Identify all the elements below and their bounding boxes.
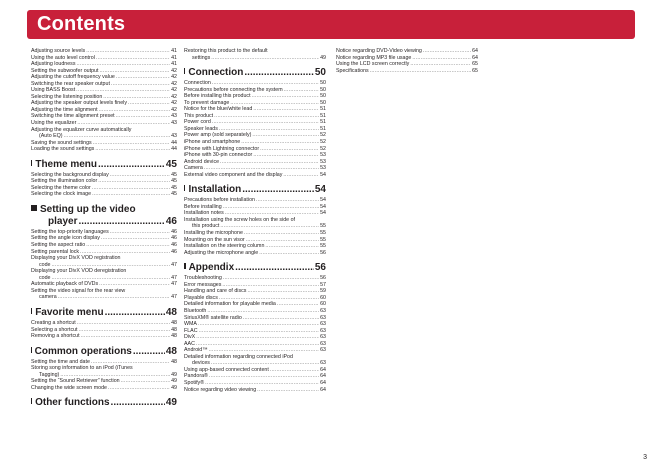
- toc-entry-page: 63: [320, 334, 326, 341]
- dot-leader: [108, 385, 170, 392]
- toc-entry-page: 42: [171, 106, 177, 113]
- section-title: player: [48, 215, 78, 227]
- toc-entry[interactable]: [184, 172, 326, 179]
- dot-leader: [105, 307, 165, 319]
- toc-entry[interactable]: [31, 385, 177, 392]
- toc-entry-label: Tagging): [39, 371, 60, 378]
- toc-entry-page: 45: [171, 171, 177, 178]
- toc-entry-label: this product: [192, 223, 220, 230]
- toc-entry-page: 42: [171, 93, 177, 100]
- toc-entry-page: 48: [171, 333, 177, 340]
- toc-entry-label: Installation using the screw holes on the side of: [184, 216, 296, 223]
- toc-entry-page: 51: [320, 119, 326, 126]
- toc-entry-label: Using app-based connected content: [184, 366, 269, 373]
- dot-leader: [95, 146, 170, 153]
- toc-entry-page: 49: [171, 371, 177, 378]
- toc-entry-label: Connection: [184, 80, 211, 87]
- toc-entry-label: Spotify®: [184, 379, 205, 386]
- toc-entry-label: devices: [192, 360, 210, 367]
- toc-entry-page: 50: [320, 93, 326, 100]
- toc-entry-label: DivX: [184, 334, 196, 341]
- toc-entry-label: Adjusting the cutoff frequency value: [31, 74, 115, 81]
- toc-entry-label: Setting the subwoofer output: [31, 67, 99, 74]
- toc-entry[interactable]: [31, 333, 177, 340]
- toc-entry-label: Setting parental lock: [31, 248, 79, 255]
- toc-entry-label: Bluetooth: [184, 307, 207, 314]
- page-number: 3: [643, 454, 647, 461]
- toc-entry-label: To prevent damage: [184, 99, 230, 106]
- dot-leader: [98, 159, 165, 171]
- toc-entry-label: iPhone and smartphone: [184, 139, 241, 146]
- toc-entry-page: 54: [320, 171, 326, 178]
- toc-entry-label: SiriusXM® satellite radio: [184, 314, 242, 321]
- toc-entry-page: 45: [171, 191, 177, 198]
- toc-entry-page: 55: [320, 243, 326, 250]
- toc-entry-label: Restoring this product to the default: [184, 48, 268, 54]
- toc-entry-label: code: [39, 261, 51, 268]
- toc-column-2: [184, 48, 326, 393]
- toc-entry-page: 44: [171, 139, 177, 146]
- section-page: 49: [165, 397, 177, 409]
- toc-entry-label: Saving the sound settings: [31, 139, 92, 146]
- toc-entry-label: Displaying your DivX VOD registration: [31, 255, 121, 262]
- section-title: Common operations: [34, 345, 132, 357]
- toc-entry-page: 54: [320, 210, 326, 217]
- toc-entry-label: Displaying your DivX VOD deregistration: [31, 268, 127, 275]
- toc-entry-page: 47: [171, 274, 177, 281]
- toc-entry-page: 51: [320, 125, 326, 132]
- toc-entry-label: Selecting a shortcut: [31, 326, 78, 333]
- toc-column-3: [336, 48, 478, 74]
- toc-entry-page: 42: [171, 67, 177, 74]
- dot-leader: [235, 262, 314, 274]
- toc-entry-label: (Auto EQ): [39, 133, 63, 140]
- square-bullet-icon: [31, 347, 32, 353]
- toc-entry-label: Setting the time and date: [31, 358, 90, 365]
- square-bullet-icon: [184, 263, 186, 269]
- toc-entry-label: Specifications: [336, 67, 369, 74]
- toc-entry-page: 57: [320, 281, 326, 288]
- toc-entry-label: Creating a shortcut: [31, 319, 76, 326]
- toc-entry-label: Speaker leads: [184, 125, 218, 132]
- toc-entry-page: 64: [320, 373, 326, 380]
- toc-entry-page: 53: [320, 152, 326, 159]
- toc-entry-page: 51: [320, 112, 326, 119]
- toc-entry-page: 65: [472, 61, 478, 68]
- toc-entry-page: 41: [171, 48, 177, 54]
- toc-entry-page: 47: [171, 261, 177, 268]
- toc-entry-label: Using the auto level control: [31, 54, 95, 61]
- toc-entry-page: 64: [320, 379, 326, 386]
- toc-entry-label: Android device: [184, 158, 220, 165]
- toc-entry-label: Using the equalizer: [31, 120, 77, 127]
- toc-entry-page: 64: [472, 48, 478, 54]
- toc-column-1: [31, 48, 177, 410]
- toc-entry-label: Switching the time alignment preset: [31, 113, 115, 120]
- toc-entry-label: Playable discs: [184, 294, 218, 301]
- section-heading[interactable]: [31, 159, 177, 171]
- toc-entry-label: FLAC: [184, 327, 198, 334]
- toc-entry-page: 49: [171, 378, 177, 385]
- toc-entry-label: settings: [192, 54, 211, 61]
- toc-entry-page: 42: [171, 87, 177, 94]
- toc-entry-page: 64: [472, 54, 478, 61]
- toc-entry-page: 64: [320, 386, 326, 393]
- toc-entry-page: 50: [320, 99, 326, 106]
- dot-leader: [58, 294, 170, 301]
- toc-entry-page: 43: [171, 120, 177, 127]
- section-page: 46: [165, 215, 177, 227]
- section-page: 50: [314, 67, 326, 79]
- toc-entry-page: 53: [320, 158, 326, 165]
- toc-entry-page: 50: [320, 80, 326, 87]
- section-page: 48: [165, 306, 177, 318]
- section-heading[interactable]: [184, 67, 326, 79]
- toc-entry-label: Notice regarding video viewing: [184, 386, 257, 393]
- toc-entry-label: Notice regarding MP3 file usage: [336, 54, 412, 61]
- toc-entry-label: Installation on the steering column: [184, 243, 265, 250]
- section-heading[interactable]: [31, 307, 177, 319]
- square-bullet-icon: [31, 398, 32, 404]
- toc-entry-page: 43: [171, 113, 177, 120]
- toc-entry-label: Pandora®: [184, 373, 208, 380]
- section-page: 45: [165, 158, 177, 170]
- toc-entry-page: 42: [171, 100, 177, 107]
- section-title: Other functions: [35, 397, 110, 409]
- toc-entry[interactable]: [184, 387, 326, 394]
- toc-entry-label: Precautions before connecting the system: [184, 86, 283, 93]
- toc-entry-label: Power amp (sold separately): [184, 132, 252, 139]
- toc-entry-page: 65: [472, 67, 478, 74]
- dot-leader: [257, 387, 319, 394]
- toc-entry-label: Power cord: [184, 119, 211, 126]
- dot-leader: [211, 55, 319, 62]
- toc-entry-page: 44: [171, 146, 177, 153]
- toc-entry-label: Mounting on the sun visor: [184, 236, 245, 243]
- section-heading[interactable]: [184, 262, 326, 274]
- toc-entry-label: Changing the wide screen mode: [31, 384, 107, 391]
- dot-leader: [133, 346, 165, 358]
- toc-entry-label: Using the LCD screen correctly: [336, 61, 410, 68]
- section-page: 54: [314, 184, 326, 196]
- toc-entry-label: Selecting the theme color: [31, 184, 91, 191]
- toc-entry[interactable]: [31, 294, 177, 301]
- page-title: Contents: [37, 13, 126, 35]
- toc-entry-label: Removing a shortcut: [31, 333, 80, 340]
- dot-leader: [78, 216, 164, 228]
- toc-entry-label: Notice for the blue/white lead: [184, 106, 253, 113]
- toc-entry-label: Setting the “Sound Retriever” function: [31, 378, 120, 385]
- toc-entry-page: 43: [171, 133, 177, 140]
- toc-entry-label: Camera: [184, 165, 203, 172]
- toc-entry-label: code: [39, 274, 51, 281]
- toc-entry-page: 52: [320, 145, 326, 152]
- toc-entry-label: Setting the video signal for the rear view: [31, 287, 126, 294]
- toc-entry-label: Adjusting the microphone angle: [184, 249, 259, 256]
- dot-leader: [370, 68, 471, 75]
- toc-entry-page: 42: [171, 80, 177, 87]
- toc-entry-page: 63: [320, 340, 326, 347]
- toc-entry-label: Selecting the clock image: [31, 191, 92, 198]
- toc-entry-page: 48: [171, 358, 177, 365]
- toc-entry-page: 56: [320, 275, 326, 282]
- toc-entry-label: Storing song information to an iPod (iTunes: [31, 365, 133, 372]
- toc-entry[interactable]: [31, 191, 177, 198]
- toc-entry-page: 64: [320, 366, 326, 373]
- dot-leader: [92, 191, 170, 198]
- toc-entry-page: 47: [171, 281, 177, 288]
- toc-entry-label: Switching the rear speaker output: [31, 80, 110, 87]
- toc-entry-label: Before installing: [184, 203, 222, 210]
- toc-entry-label: Error messages: [184, 281, 222, 288]
- dot-leader: [283, 172, 319, 179]
- toc-entry-label: Adjusting loudness: [31, 61, 76, 68]
- toc-entry-page: 41: [171, 54, 177, 61]
- toc-entry-page: 63: [320, 347, 326, 354]
- toc-entry-label: WMA: [184, 321, 197, 328]
- dot-leader: [244, 67, 313, 79]
- toc-entry-page: 55: [320, 230, 326, 237]
- toc-entry-label: This product: [184, 112, 214, 119]
- toc-entry-label: Loading the sound settings: [31, 146, 95, 153]
- toc-entry-label: Setting the illumination color: [31, 178, 98, 185]
- toc-entry-page: 54: [320, 203, 326, 210]
- toc-entry-label: Detailed information for playable media: [184, 301, 276, 308]
- toc-entry-page: 55: [320, 223, 326, 230]
- toc-entry-label: Installing the microphone: [184, 230, 243, 237]
- section-page: 48: [165, 345, 177, 357]
- toc-entry-label: AAC: [184, 340, 195, 347]
- toc-entry-page: 59: [320, 288, 326, 295]
- toc-entry-page: 63: [320, 327, 326, 334]
- toc-entry-page: 46: [171, 235, 177, 242]
- toc-entry-label: Adjusting the speaker output levels finely: [31, 100, 127, 107]
- toc-entry-page: 60: [320, 294, 326, 301]
- section-page: 56: [314, 262, 326, 274]
- toc-entry-page: 63: [320, 307, 326, 314]
- toc-entry-label: Detailed information regarding connected iPod: [184, 353, 293, 360]
- toc-entry-label: Using BASS Boost: [31, 87, 76, 94]
- toc-entry-label: Handling and care of discs: [184, 288, 247, 295]
- section-title-line1: Setting up the video: [40, 203, 136, 215]
- toc-entry[interactable]: [336, 68, 478, 75]
- toc-entry-page: 46: [171, 242, 177, 249]
- toc-entry-label: Automatic playback of DVDs: [31, 281, 99, 288]
- toc-entry-page: 42: [171, 74, 177, 81]
- toc-entry-page: 49: [320, 54, 326, 61]
- toc-entry-page: 55: [320, 236, 326, 243]
- section-title: Favorite menu: [35, 306, 104, 318]
- toc-entry-page: 45: [171, 184, 177, 191]
- toc-entry[interactable]: [184, 250, 326, 257]
- section-title: Appendix: [188, 262, 235, 274]
- toc-entry-page: 63: [320, 321, 326, 328]
- section-heading[interactable]: [31, 397, 177, 409]
- square-bullet-icon: [184, 68, 185, 74]
- toc-entry-label: camera: [39, 294, 57, 301]
- section-heading-line1: [31, 204, 177, 216]
- section-title: Theme menu: [35, 158, 98, 170]
- toc-entry-page: 45: [171, 178, 177, 185]
- section-heading[interactable]: [184, 184, 326, 196]
- square-bullet-icon: [31, 205, 37, 211]
- toc-entry[interactable]: [184, 55, 326, 62]
- toc-entry-label: Troubleshooting: [184, 275, 222, 282]
- toc-entry-page: 63: [320, 314, 326, 321]
- toc-entry-page: 48: [171, 319, 177, 326]
- toc-entry-page: 50: [320, 86, 326, 93]
- section-heading-line2: [31, 216, 177, 228]
- toc-entry-page: 54: [320, 197, 326, 204]
- toc-entry-page: 56: [320, 249, 326, 256]
- toc-entry-page: 49: [171, 384, 177, 391]
- toc-entry-page: 41: [171, 61, 177, 68]
- toc-entry-label: Adjusting source levels: [31, 48, 86, 54]
- toc-entry-page: 63: [320, 360, 326, 367]
- dot-leader: [111, 397, 165, 409]
- toc-entry-label: Adjusting the equalizer curve automatically: [31, 126, 132, 133]
- contents-banner: [27, 10, 635, 39]
- toc-entry-page: 53: [320, 165, 326, 172]
- toc-entry-label: Setting the top-priority languages: [31, 228, 109, 235]
- section-heading[interactable]: [31, 346, 177, 358]
- toc-entry-page: 46: [171, 248, 177, 255]
- section-heading[interactable]: [31, 204, 177, 228]
- section-title: Installation: [188, 184, 242, 196]
- toc-entry-page: 48: [171, 326, 177, 333]
- toc-entry-label: Before installing this product: [184, 93, 251, 100]
- toc-entry-label: Adjusting the time alignment: [31, 106, 98, 113]
- toc-entry[interactable]: [31, 146, 177, 153]
- toc-entry-label: Installation notes: [184, 210, 224, 217]
- dot-leader: [259, 250, 319, 257]
- toc-entry-page: 51: [320, 106, 326, 113]
- section-title: Connection: [188, 67, 244, 79]
- square-bullet-icon: [31, 308, 32, 314]
- toc-entry-page: 52: [320, 139, 326, 146]
- toc-entry-label: External video component and the display: [184, 171, 283, 178]
- toc-entry-label: Selecting the listening position: [31, 93, 103, 100]
- toc-entry-page: 46: [171, 228, 177, 235]
- toc-entry-label: Notice regarding DVD-Video viewing: [336, 48, 422, 54]
- square-bullet-icon: [184, 185, 185, 191]
- dot-leader: [242, 184, 314, 196]
- toc-entry-label: Selecting the background display: [31, 171, 109, 178]
- toc-entry-page: 52: [320, 132, 326, 139]
- toc-entry-label: Precautions before installation: [184, 197, 255, 204]
- toc-entry-label: iPhone with Lightning connector: [184, 145, 260, 152]
- toc-entry-label: Setting the aspect ratio: [31, 242, 86, 249]
- toc-entry-label: Setting the angle icon display: [31, 235, 100, 242]
- toc-entry-label: Android™: [184, 347, 208, 354]
- toc-entry-page: 47: [171, 294, 177, 301]
- dot-leader: [81, 333, 171, 340]
- toc-entry-page: 60: [320, 301, 326, 308]
- square-bullet-icon: [31, 160, 32, 166]
- toc-entry-label: iPhone with 30-pin connector: [184, 152, 253, 159]
